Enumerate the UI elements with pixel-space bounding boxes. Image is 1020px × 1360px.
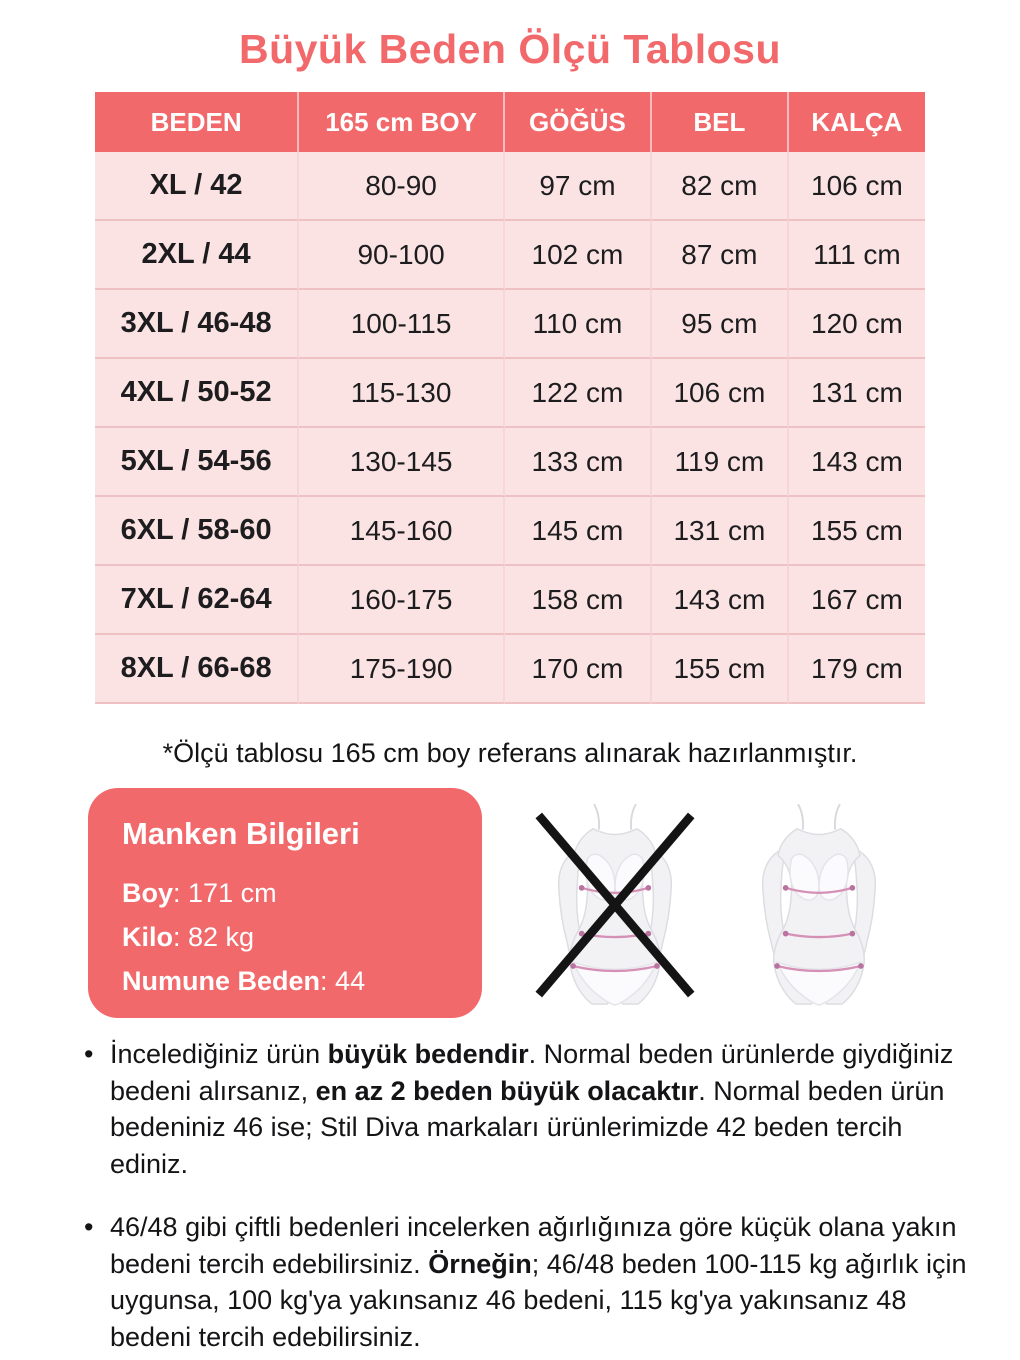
size-cell-beden: XL / 42	[95, 152, 299, 221]
table-row	[95, 152, 925, 221]
column-header-boy: 165 cm BOY	[299, 92, 505, 152]
column-header-kalca: KALÇA	[789, 92, 925, 152]
size-cell-value: 143 cm	[652, 566, 789, 635]
size-cell-beden: 2XL / 44	[95, 221, 299, 290]
size-cell-value: 179 cm	[789, 635, 925, 704]
correct-figure-icon	[738, 804, 900, 1006]
size-cell-value: 90-100	[299, 221, 505, 290]
size-cell-value: 100-115	[299, 290, 505, 359]
size-cell-beden: 5XL / 54-56	[95, 428, 299, 497]
page-title: Büyük Beden Ölçü Tablosu	[238, 26, 782, 72]
bullet-glyph: •	[84, 1211, 94, 1242]
size-cell-beden: 8XL / 66-68	[95, 635, 299, 704]
size-cell-value: 167 cm	[789, 566, 925, 635]
size-cell-value: 131 cm	[652, 497, 789, 566]
crossed-out-figure-icon	[534, 804, 696, 1006]
size-table	[95, 92, 925, 704]
model-info-sample-size: Numune Beden: 44	[122, 966, 366, 996]
size-cell-value: 106 cm	[652, 359, 789, 428]
table-row	[95, 497, 925, 566]
model-info-height: Boy: 171 cm	[122, 878, 277, 908]
size-cell-value: 175-190	[299, 635, 505, 704]
size-cell-value: 145 cm	[505, 497, 652, 566]
size-cell-value: 115-130	[299, 359, 505, 428]
column-header-beden: BEDEN	[95, 92, 299, 152]
column-header-gogus: GÖĞÜS	[505, 92, 652, 152]
size-cell-value: 111 cm	[789, 221, 925, 290]
size-cell-value: 106 cm	[789, 152, 925, 221]
size-table-header	[95, 92, 925, 152]
size-cell-value: 82 cm	[652, 152, 789, 221]
size-cell-value: 158 cm	[505, 566, 652, 635]
note-text: 46/48 gibi çiftli bedenleri incelerken ağırlığınıza göre küçük olana yakın bedeni tercih edebilirsiniz. Örneğin; 46/48 beden 100-115 kg ağırlık için uygunsa, 100 kg'ya yakınsanız 46 bedeni, 115 kg'ya yakınsanız 48 bedeni tercih edebilirsiniz.	[110, 1211, 967, 1353]
column-header-bel: BEL	[652, 92, 789, 152]
size-cell-beden: 7XL / 62-64	[95, 566, 299, 635]
model-info-heading: Manken Bilgileri	[122, 816, 360, 851]
table-row	[95, 290, 925, 359]
size-cell-value: 160-175	[299, 566, 505, 635]
model-info-weight: Kilo: 82 kg	[122, 922, 255, 952]
note-text: İncelediğiniz ürün büyük bedendir. Normal beden ürünlerde giydiğiniz bedeni alırsanız, en az 2 beden büyük olacaktır. Normal beden ürün bedeniniz 46 ise; Stil Diva markaları ürünlerimizde 42 beden tercih ediniz.	[110, 1039, 954, 1180]
size-cell-value: 120 cm	[789, 290, 925, 359]
size-cell-value: 119 cm	[652, 428, 789, 497]
size-cell-value: 102 cm	[505, 221, 652, 290]
size-cell-value: 130-145	[299, 428, 505, 497]
note-item	[84, 1036, 968, 1183]
size-cell-beden: 3XL / 46-48	[95, 290, 299, 359]
measurement-figures	[534, 804, 930, 1010]
size-cell-value: 145-160	[299, 497, 505, 566]
size-table-body	[95, 152, 925, 704]
size-cell-value: 122 cm	[505, 359, 652, 428]
sizing-notes-list	[84, 1036, 968, 1360]
size-cell-value: 155 cm	[652, 635, 789, 704]
table-row	[95, 566, 925, 635]
size-cell-value: 170 cm	[505, 635, 652, 704]
note-item	[84, 1209, 968, 1356]
size-cell-value: 80-90	[299, 152, 505, 221]
table-row	[95, 221, 925, 290]
size-cell-value: 97 cm	[505, 152, 652, 221]
size-cell-value: 143 cm	[789, 428, 925, 497]
size-cell-value: 95 cm	[652, 290, 789, 359]
size-cell-value: 110 cm	[505, 290, 652, 359]
model-info-card	[88, 788, 482, 1018]
size-cell-beden: 4XL / 50-52	[95, 359, 299, 428]
size-cell-beden: 6XL / 58-60	[95, 497, 299, 566]
size-cell-value: 131 cm	[789, 359, 925, 428]
bullet-glyph: •	[84, 1039, 94, 1069]
size-cell-value: 155 cm	[789, 497, 925, 566]
table-row	[95, 635, 925, 704]
table-row	[95, 428, 925, 497]
size-cell-value: 133 cm	[505, 428, 652, 497]
table-footnote: *Ölçü tablosu 165 cm boy referans alınarak hazırlanmıştır.	[162, 738, 858, 768]
table-row	[95, 359, 925, 428]
size-cell-value: 87 cm	[652, 221, 789, 290]
